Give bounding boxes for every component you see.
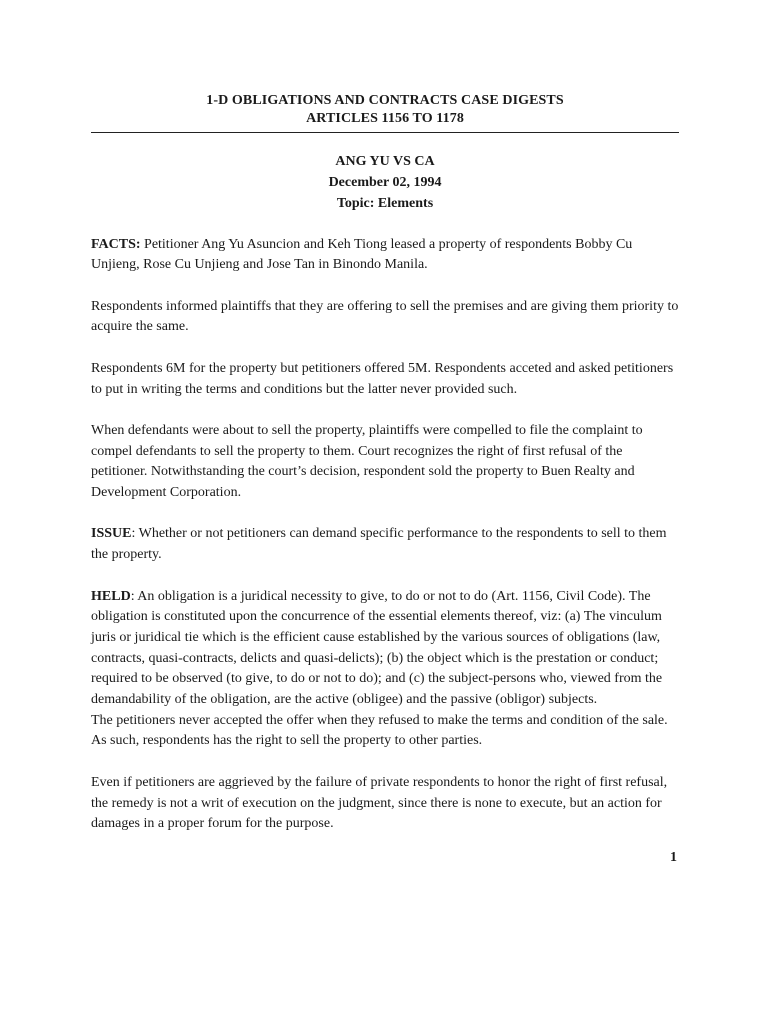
paragraph-offer: Respondents informed plaintiffs that they are offering to sell the premises and are giving them priority to acquire the same. [91, 298, 679, 335]
case-heading [91, 151, 679, 214]
document-header [91, 92, 679, 128]
issue-paragraph [91, 524, 679, 565]
spacer [91, 566, 679, 587]
document-page [91, 92, 679, 835]
closing-paragraph: Even if petitioners are aggrieved by the failure of private respondents to honor the right of first refusal, the remedy is not a writ of execution on the judgment, since there is none to execute, but an action for damages in a proper forum for the purpose. [91, 774, 668, 832]
spacer [91, 400, 679, 421]
held-label: HELD [91, 588, 131, 604]
case-date: December 02, 1994 [328, 175, 442, 190]
facts-paragraph [91, 235, 679, 276]
spacer [91, 276, 679, 297]
held-continuation: The petitioners never accepted the offer when they refused to make the terms and condition of the sale. As such, respondents has the right to sell the property to other parties. [91, 712, 668, 749]
spacer [91, 214, 679, 235]
issue-label: ISSUE [91, 526, 132, 542]
held-text: : An obligation is a juridical necessity to give, to do or not to do (Art. 1156, Civil Code). The obligation is constituted upon the concurrence of the essential elements thereof, viz: (a) The vinculum juris or juridical tie which is the efficient cause established by the various sources of obligations (law, contracts, quasi-contracts, delicts and quasi-delicts); (b) the object which is the prestation or conduct; required to be observed (to give, to do or not to do); and (c) the subject-persons who, viewed from the demandability of the obligation, are the active (obligee) and the passive (obligor) subjects. [91, 588, 663, 708]
case-title: ANG YU VS CA [335, 154, 435, 169]
issue-text: : Whether or not petitioners can demand specific performance to the respondents to sell to them the property. [91, 526, 667, 563]
spacer [91, 338, 679, 359]
case-topic: Topic: Elements [336, 196, 434, 211]
paragraph-price: Respondents 6M for the property but petitioners offered 5M. Respondents acceted and asked petitioners to put in writing the terms and conditions but the latter never provided such. [91, 360, 674, 397]
spacer [91, 752, 679, 773]
header-divider [91, 132, 679, 133]
header-title: 1-D OBLIGATIONS AND CONTRACTS CASE DIGESTS [206, 93, 564, 108]
facts-label: FACTS: [91, 236, 141, 252]
page-number: 1 [670, 850, 677, 865]
facts-text: Petitioner Ang Yu Asuncion and Keh Tiong leased a property of respondents Bobby Cu Unjieng, Rose Cu Unjieng and Jose Tan in Binondo Manila. [91, 236, 633, 273]
paragraph-complaint: When defendants were about to sell the property, plaintiffs were compelled to file the complaint to compel defendants to sell the property to them. Court recognizes the right of first refusal of the petitioner. Notwithstanding the court’s decision, respondent sold the property to Buen Realty and Development Corporation. [91, 422, 643, 501]
spacer [91, 504, 679, 525]
header-subtitle: ARTICLES 1156 TO 1178 [306, 111, 464, 126]
held-paragraph [91, 587, 679, 711]
